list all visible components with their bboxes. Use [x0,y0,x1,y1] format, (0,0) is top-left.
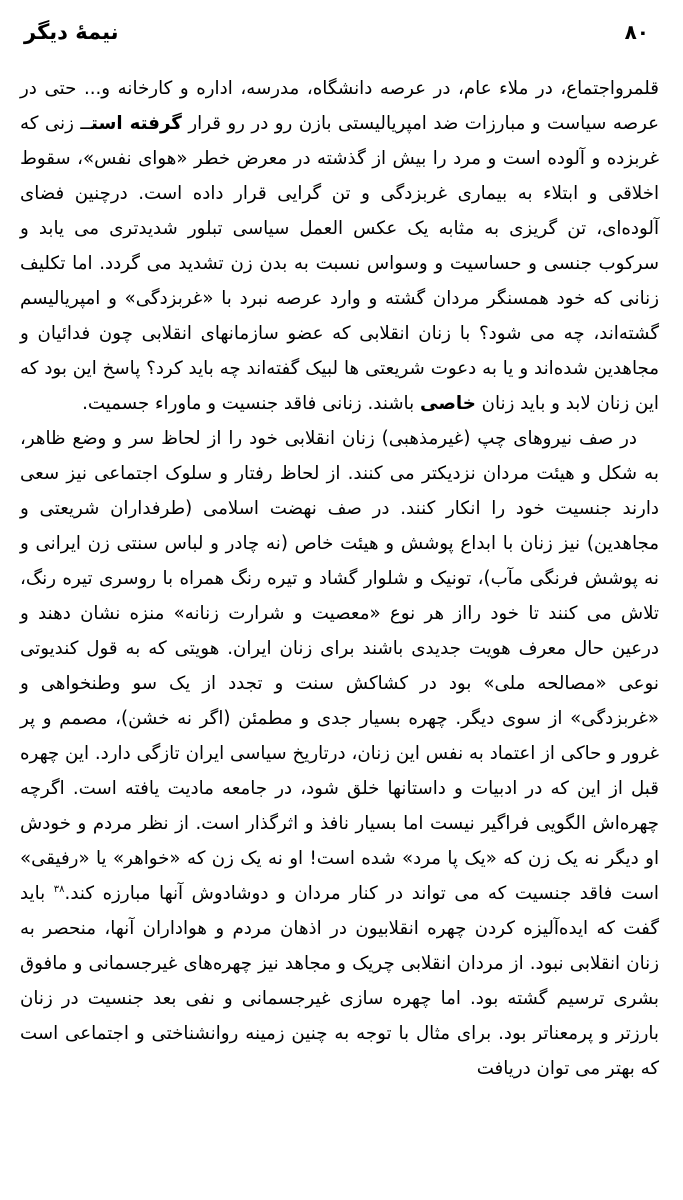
bold-phrase: خاصی [419,393,476,414]
page-body [20,71,659,1086]
text-run: قلمرواجتماع، در ملاء عام، در عرصه دانشگاه، مدرسه، اداره و کارخانه و... حتی در عرصه سیاست و مبارزات ضد امپریالیستی بازن رو در رو قرار [20,78,659,134]
paragraph-1 [20,71,659,421]
bold-phrase: گرفته است [91,113,182,134]
text-run: در صف نیروهای چپ (غیرمذهبی) زنان انقلابی خود را از لحاظ سر و وضع ظاهر، به شکل و هیئت مردان نزدیکتر می کنند. از لحاظ رفتار و سلوک اجتماعی نیز سعی دارند جنسیت خود را انکار کنند. در صف نهضت اسلامی (طرفداران شریعتی و مجاهدین) نیز زنان با ابداع پوشش و هیئت خاص (نه چادر و لباس سنتی زن ایرانی و نه پوشش فرنگی مآب)، تونیک و شلوار گشاد و تیره رنگ همراه با روسری تیره رنگ، تلاش می کنند تا خود رااز هر نوع «معصیت و شرارت زنانه» منزه نشان دهند و درعین حال معرف هویت جدیدی باشند برای زنان ایران. هویتی که به قول کندیوتی نوعی «مصالحه ملی» بود در کشاکش سنت و تجدد از یک سو وطنخواهی و «غربزدگی» از سوی دیگر. چهره بسیار جدی و مطمئن (اگر نه خشن)، مصمم و پر غرور و حاکی از اعتماد به نفس این زنان، درتاریخ سیاسی ایران تازگی دارد. این چهره قبل از این که در ادبیات و داستانها خلق شود، در جامعه مادیت یافته است. اگرچه چهره‌اش الگویی فراگیر نیست اما بسیار نافذ و اثرگذار است. از نظر مردم و خودش او دیگر نه یک زن که «یک پا مرد» شده است! او نه یک زن که «خواهر» یا «رفیقی» است فاقد جنسیت که می تواند در کنار مردان و دوشادوش آنها مبارزه کند. [20,428,659,904]
text-run: باشند. زنانی فاقد جنسیت و ماوراء جسمیت. [82,393,420,414]
text-run: ــ زنی که غربزده و آلوده است و مرد را بیش از گذشته در معرض خطر «هوای نفس»، سقوط اخلاقی و ابتلاء به بیماری غربزدگی و تن گرایی قرار داده است. درچنین فضای آلوده‌ای، تن گریزی به مثابه یک عکس العمل سیاسی تبلور شدیدتری می یابد و سرکوب جنسی و حساسیت و وسواس نسبت به بدن زن تشدید می گردد. اما تکلیف زنانی که خود همسنگر مردان گشته و وارد عرصه نبرد با «غربزدگی» و امپریالیسم گشته‌اند، چه می شود؟ با زنان انقلابی که عضو سازمانهای انقلابی چون فدائیان و مجاهدین شده‌اند و یا به دعوت شریعتی ها لبیک گفته‌اند چه باید کرد؟ پاسخ این بود که این زنان لابد و باید زنان [20,113,659,414]
footnote-marker[interactable]: ۳۸ [53,883,65,895]
page-number: ۸۰ [624,20,649,44]
page-header [24,20,649,56]
text-run: باید گفت که ایده‌آلیزه کردن چهره انقلابیون در اذهان مردم و هواداران آنها، منحصر به زنان انقلابی نبود. از مردان انقلابی چریک و مجاهد نیز چهره‌های غیرجسمانی و مافوق بشری ترسیم گشته بود. اما چهره سازی غیرجسمانی و نفی بعد جنسیت در زنان بارزتر و پرمعناتر بود. برای مثال با توجه به چنین زمینه روانشناختی و اجتماعی است که بهتر می توان دریافت [20,883,659,1079]
running-head: نیمهٔ دیگر [24,20,119,44]
paragraph-2 [20,421,659,1086]
